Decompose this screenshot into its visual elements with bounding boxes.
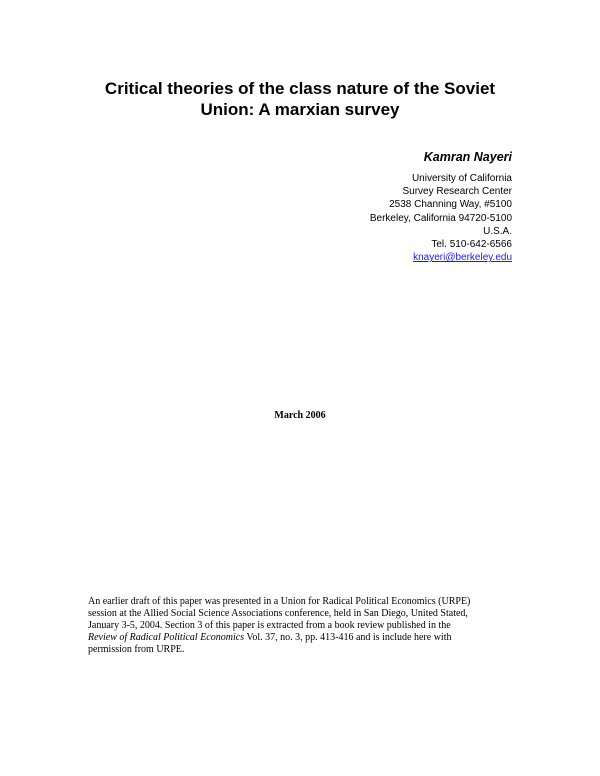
affiliation-center: Survey Research Center (402, 186, 512, 198)
title-line-2: Union: A marxian survey (200, 100, 400, 119)
footnote-line-4 (88, 632, 528, 644)
journal-name: Review of Radical Political Economics (88, 632, 245, 643)
title-line-1: Critical theories of the class nature of the Soviet (104, 79, 496, 98)
footnote-line-1: An earlier draft of this paper was presented in a Union for Radical Political Economics (URPE) (88, 596, 471, 607)
paper-title (60, 78, 540, 120)
footnote-line-2: session at the Allied Social Science Associations conference, held in San Diego, United Stated, (88, 608, 468, 619)
affiliation-university: University of California (411, 173, 512, 184)
author-email-link[interactable]: knayeri@berkeley.edu (413, 252, 512, 264)
footnote-line-4-rest: Vol. 37, no. 3, pp. 413-416 and is include here with (244, 632, 452, 643)
author-affiliation (370, 172, 512, 264)
footnote (88, 596, 528, 656)
publication-date: March 2006 (274, 410, 326, 421)
author-name: Kamran Nayeri (423, 150, 512, 164)
affiliation-street: 2538 Channing Way, #5100 (389, 199, 512, 211)
affiliation-country: U.S.A. (483, 225, 512, 237)
affiliation-phone: Tel. 510-642-6566 (431, 239, 512, 251)
footnote-line-5: permission from URPE. (88, 644, 185, 655)
footnote-line-3: January 3-5, 2004. Section 3 of this paper is extracted from a book review published in the (88, 620, 451, 631)
affiliation-city: Berkeley, California 94720-5100 (369, 212, 512, 224)
